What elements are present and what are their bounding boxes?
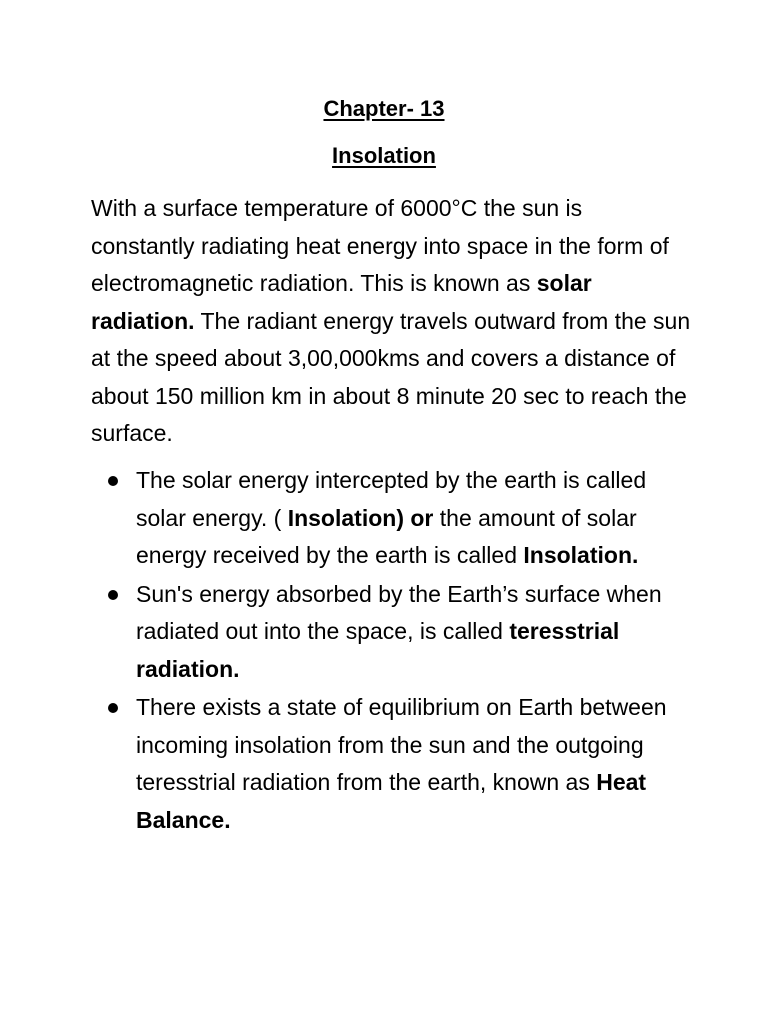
bullet-icon: [108, 476, 118, 486]
bullet-icon: [108, 590, 118, 600]
list-item: [108, 576, 688, 689]
intro-bold-term: solar radiation.: [91, 270, 592, 334]
bullet-text: the amount of solar energy received by the earth is called: [136, 504, 637, 568]
bullet-icon: [108, 703, 118, 713]
bullet-text: Sun's energy absorbed by the Earth’s surface when radiated out into the space, is called: [136, 580, 662, 644]
bullet-bold-text: Heat Balance.: [136, 769, 647, 833]
bullet-text: There exists a state of equilibrium on Earth between incoming insolation from the sun and the outgoing teresstrial radiation from the earth, known as: [136, 694, 667, 795]
topic-title: Insolation: [332, 143, 436, 168]
bullet-list: [108, 462, 688, 840]
list-item: [108, 689, 688, 839]
intro-text-1: With a surface temperature of 6000°C the sun is constantly radiating heat energy into space in the form of electromagnetic radiation. This is known as: [91, 195, 669, 296]
bullet-bold-text: Insolation.: [523, 542, 639, 568]
bullet-text: The solar energy intercepted by the earth is called solar energy. (: [136, 467, 647, 531]
chapter-title: Chapter- 13: [323, 96, 445, 121]
list-item: [108, 462, 688, 575]
intro-text-2: The radiant energy travels outward from the sun at the speed about 3,00,000kms and covers a distance of about 150 million km in about 8 minute 20 sec to reach the surface.: [91, 307, 691, 446]
bullet-bold-text: Insolation) or: [287, 504, 434, 531]
intro-paragraph: [91, 190, 691, 453]
bullet-bold-text: teresstrial radiation.: [136, 618, 633, 682]
